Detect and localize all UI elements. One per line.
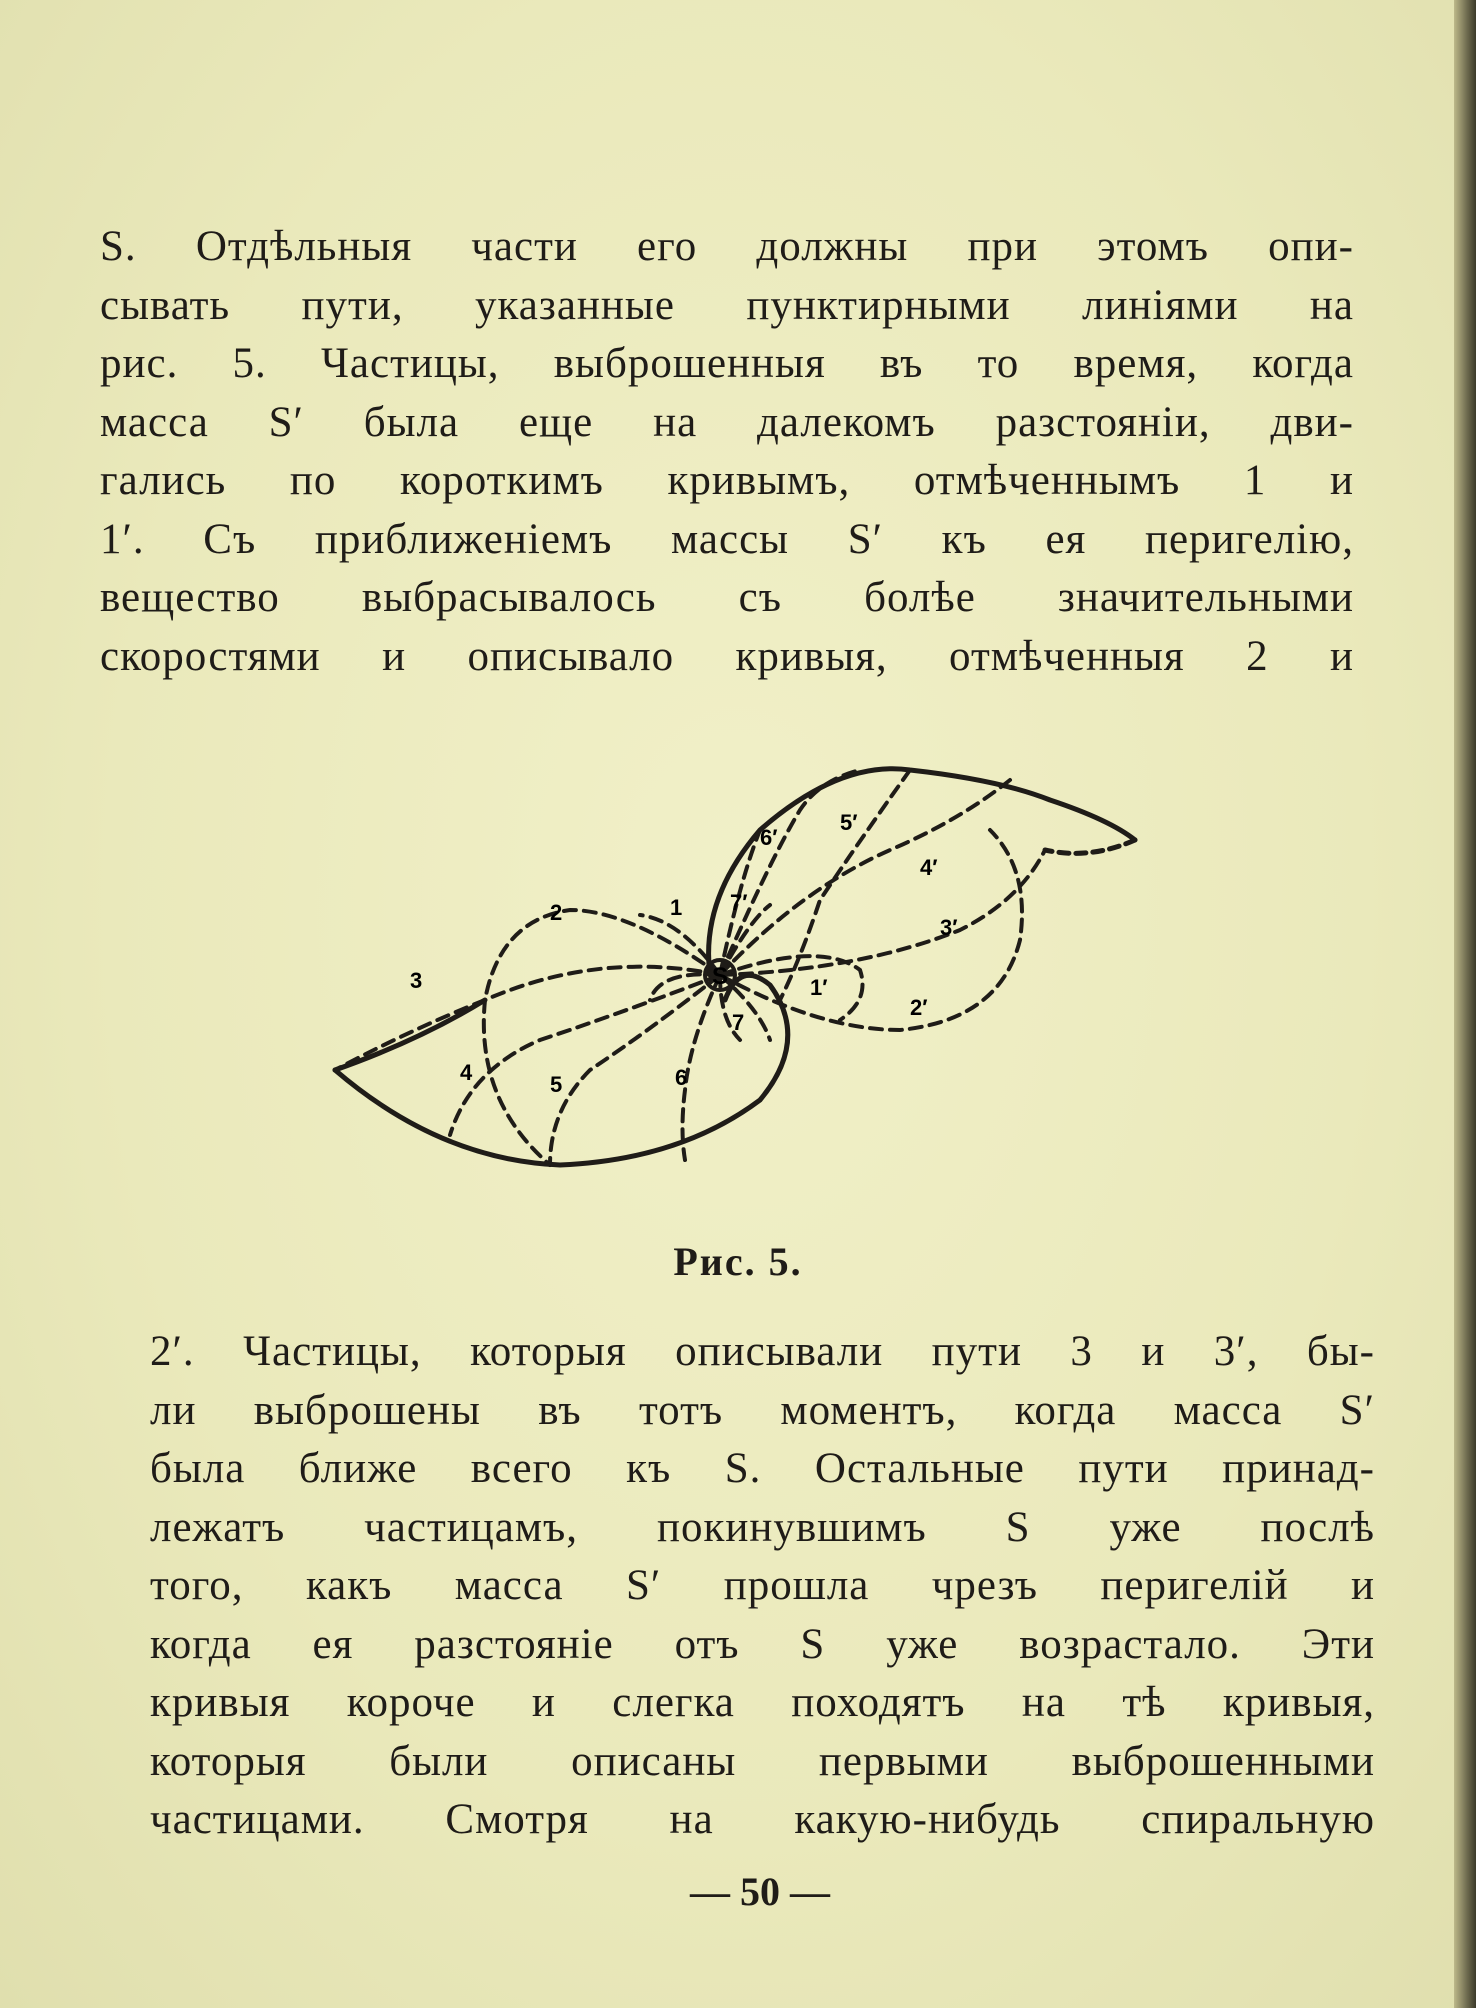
label-3: 3: [410, 968, 423, 993]
label-2-prime: 2′: [910, 995, 928, 1020]
text-line: когда ея разстояніе отъ S уже возрастало. Эти: [150, 1620, 1375, 1668]
text-line: скоростями и описывало кривыя, отмѣченныя 2 и: [100, 632, 1354, 680]
text-line: 1′. Съ приближеніемъ массы S′ къ ея перигелію,: [100, 515, 1354, 563]
text-line: была ближе всего къ S. Остальные пути принад-: [150, 1445, 1375, 1492]
label-center: S: [711, 963, 729, 990]
label-7: 7: [732, 1010, 745, 1035]
text-line: масса S′ была еще на далекомъ разстояніи, дви-: [100, 398, 1354, 446]
text-line: которыя были описаны первыми выброшенными: [150, 1737, 1375, 1785]
label-5: 5: [550, 1072, 563, 1097]
label-1-prime: 1′: [810, 975, 828, 1000]
label-5-prime: 5′: [840, 810, 858, 835]
orbit-diagram: [300, 740, 1180, 1180]
text-line: сывать пути, указанные пунктирными линіями на: [100, 281, 1354, 329]
text-line: вещество выбрасывалось съ болѣе значительными: [100, 574, 1354, 621]
paragraph-top: [100, 218, 1354, 686]
text-line: кривыя короче и слегка походятъ на тѣ кривыя,: [150, 1679, 1375, 1726]
text-line: частицами. Смотря на какую-нибудь спиральную: [150, 1796, 1375, 1843]
label-6-prime: 6′: [760, 825, 778, 850]
label-1: 1: [670, 895, 683, 920]
paragraph-bottom: [150, 1323, 1375, 1850]
text-line: того, какъ масса S′ прошла чрезъ перигелій и: [150, 1562, 1375, 1609]
figure-caption: Рис. 5.: [673, 1239, 803, 1284]
text-line: ли выброшены въ тотъ моментъ, когда масса S′: [150, 1386, 1375, 1434]
label-6: 6: [675, 1065, 688, 1090]
text-line: гались по короткимъ кривымъ, отмѣченнымъ 1 и: [100, 457, 1354, 504]
page-edge-shadow: [1454, 0, 1476, 2008]
label-4-prime: 4′: [920, 855, 938, 880]
label-7-prime: 7′: [730, 890, 748, 915]
label-4: 4: [460, 1060, 473, 1085]
label-3-prime: 3′: [940, 915, 958, 940]
text-line: S. Отдѣльныя части его должны при этомъ опи-: [100, 223, 1354, 270]
text-line: 2′. Частицы, которыя описывали пути 3 и 3′, бы-: [150, 1328, 1375, 1375]
page-number: — 50 —: [690, 1869, 830, 1914]
spiral-orbit-figure: [300, 740, 1180, 1180]
text-line: рис. 5. Частицы, выброшенныя въ то время, когда: [100, 340, 1354, 387]
text-line: лежатъ частицамъ, покинувшимъ S уже послѣ: [150, 1503, 1375, 1551]
label-2: 2: [550, 900, 563, 925]
